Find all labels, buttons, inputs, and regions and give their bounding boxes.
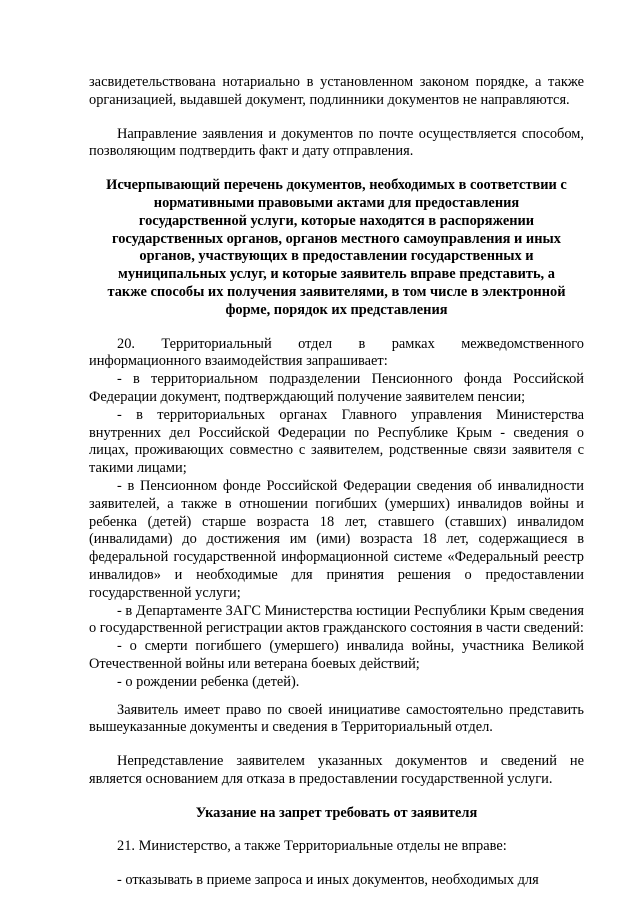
- list-item-death-record: - о смерти погибшего (умершего) инвалида войны, участника Великой Отечественной войны или ветерана боевых действий;: [89, 638, 584, 672]
- list-item-interior-ministry: - в территориальных органах Главного управления Министерства внутренних дел Российской Федерации по Республике Крым - сведения о лицах, проживающих совместно с заявителем, родственные связи заявителя с такими лицами;: [89, 406, 584, 477]
- list-item-civil-registry: - в Департаменте ЗАГС Министерства юстиции Республики Крым сведения о государственной регистрации актов гражданского состояния в части сведений:: [89, 602, 584, 637]
- section-heading-prohibition: Указание на запрет требовать от заявителя: [195, 804, 478, 821]
- paragraph-non-submission: Непредставление заявителем указанных документов и сведений не является основанием для отказа в предоставлении государственной услуги.: [89, 753, 584, 787]
- list-item-disability-info: - в Пенсионном фонде Российской Федерации сведения об инвалидности заявителей, а также в отношении погибших (умерших) инвалидов войны и ребенка (детей) старше возраста 18 лет, ставшего (ставших) инвалидом (инвалидами) до достижения им (ими) возраста 18 лет, содержащиеся в федеральной государственной информационной системе «Федеральный реестр инвалидов» и необходимые для принятия решения о предоставлении государственной услуги;: [89, 477, 584, 601]
- clause-20-intro: 20. Территориальный отдел в рамках межведомственного информационного взаимодействия запрашивает:: [89, 335, 584, 370]
- paragraph-notarized: засвидетельствована нотариально в установленном законом порядке, а также организацией, выдавшей документ, подлинники документов не направляются.: [89, 74, 584, 108]
- section-heading-documents-list: Исчерпывающий перечень документов, необходимых в соответствии с нормативными правовыми актами для предоставления государственной услуги, которые находятся в распоряжении государственных органов, органов местного самоуправления и иных органов, участвующих в предоставлении государственных и муниципальных услуг, и которые заявитель вправе представить, а также способы их получения заявителями, в том числе в электронной форме, порядок их представления: [106, 177, 567, 318]
- list-item-pension-fund: - в территориальном подразделении Пенсионного фонда Российской Федерации документ, подтверждающий получение заявителем пенсии;: [89, 371, 584, 405]
- clause-21-intro: 21. Министерство, а также Территориальные отделы не вправе:: [117, 838, 507, 855]
- list-item-birth-record: - о рождении ребенка (детей).: [117, 673, 300, 690]
- paragraph-postal-submission: Направление заявления и документов по почте осуществляется способом, позволяющим подтвердить факт и дату отправления.: [89, 125, 584, 160]
- paragraph-applicant-right: Заявитель имеет право по своей инициативе самостоятельно представить вышеуказанные документы и сведения в Территориальный отдел.: [89, 701, 584, 736]
- document-body: [89, 74, 584, 890]
- clause-21-item-1: - отказывать в приеме запроса и иных документов, необходимых для: [117, 872, 539, 889]
